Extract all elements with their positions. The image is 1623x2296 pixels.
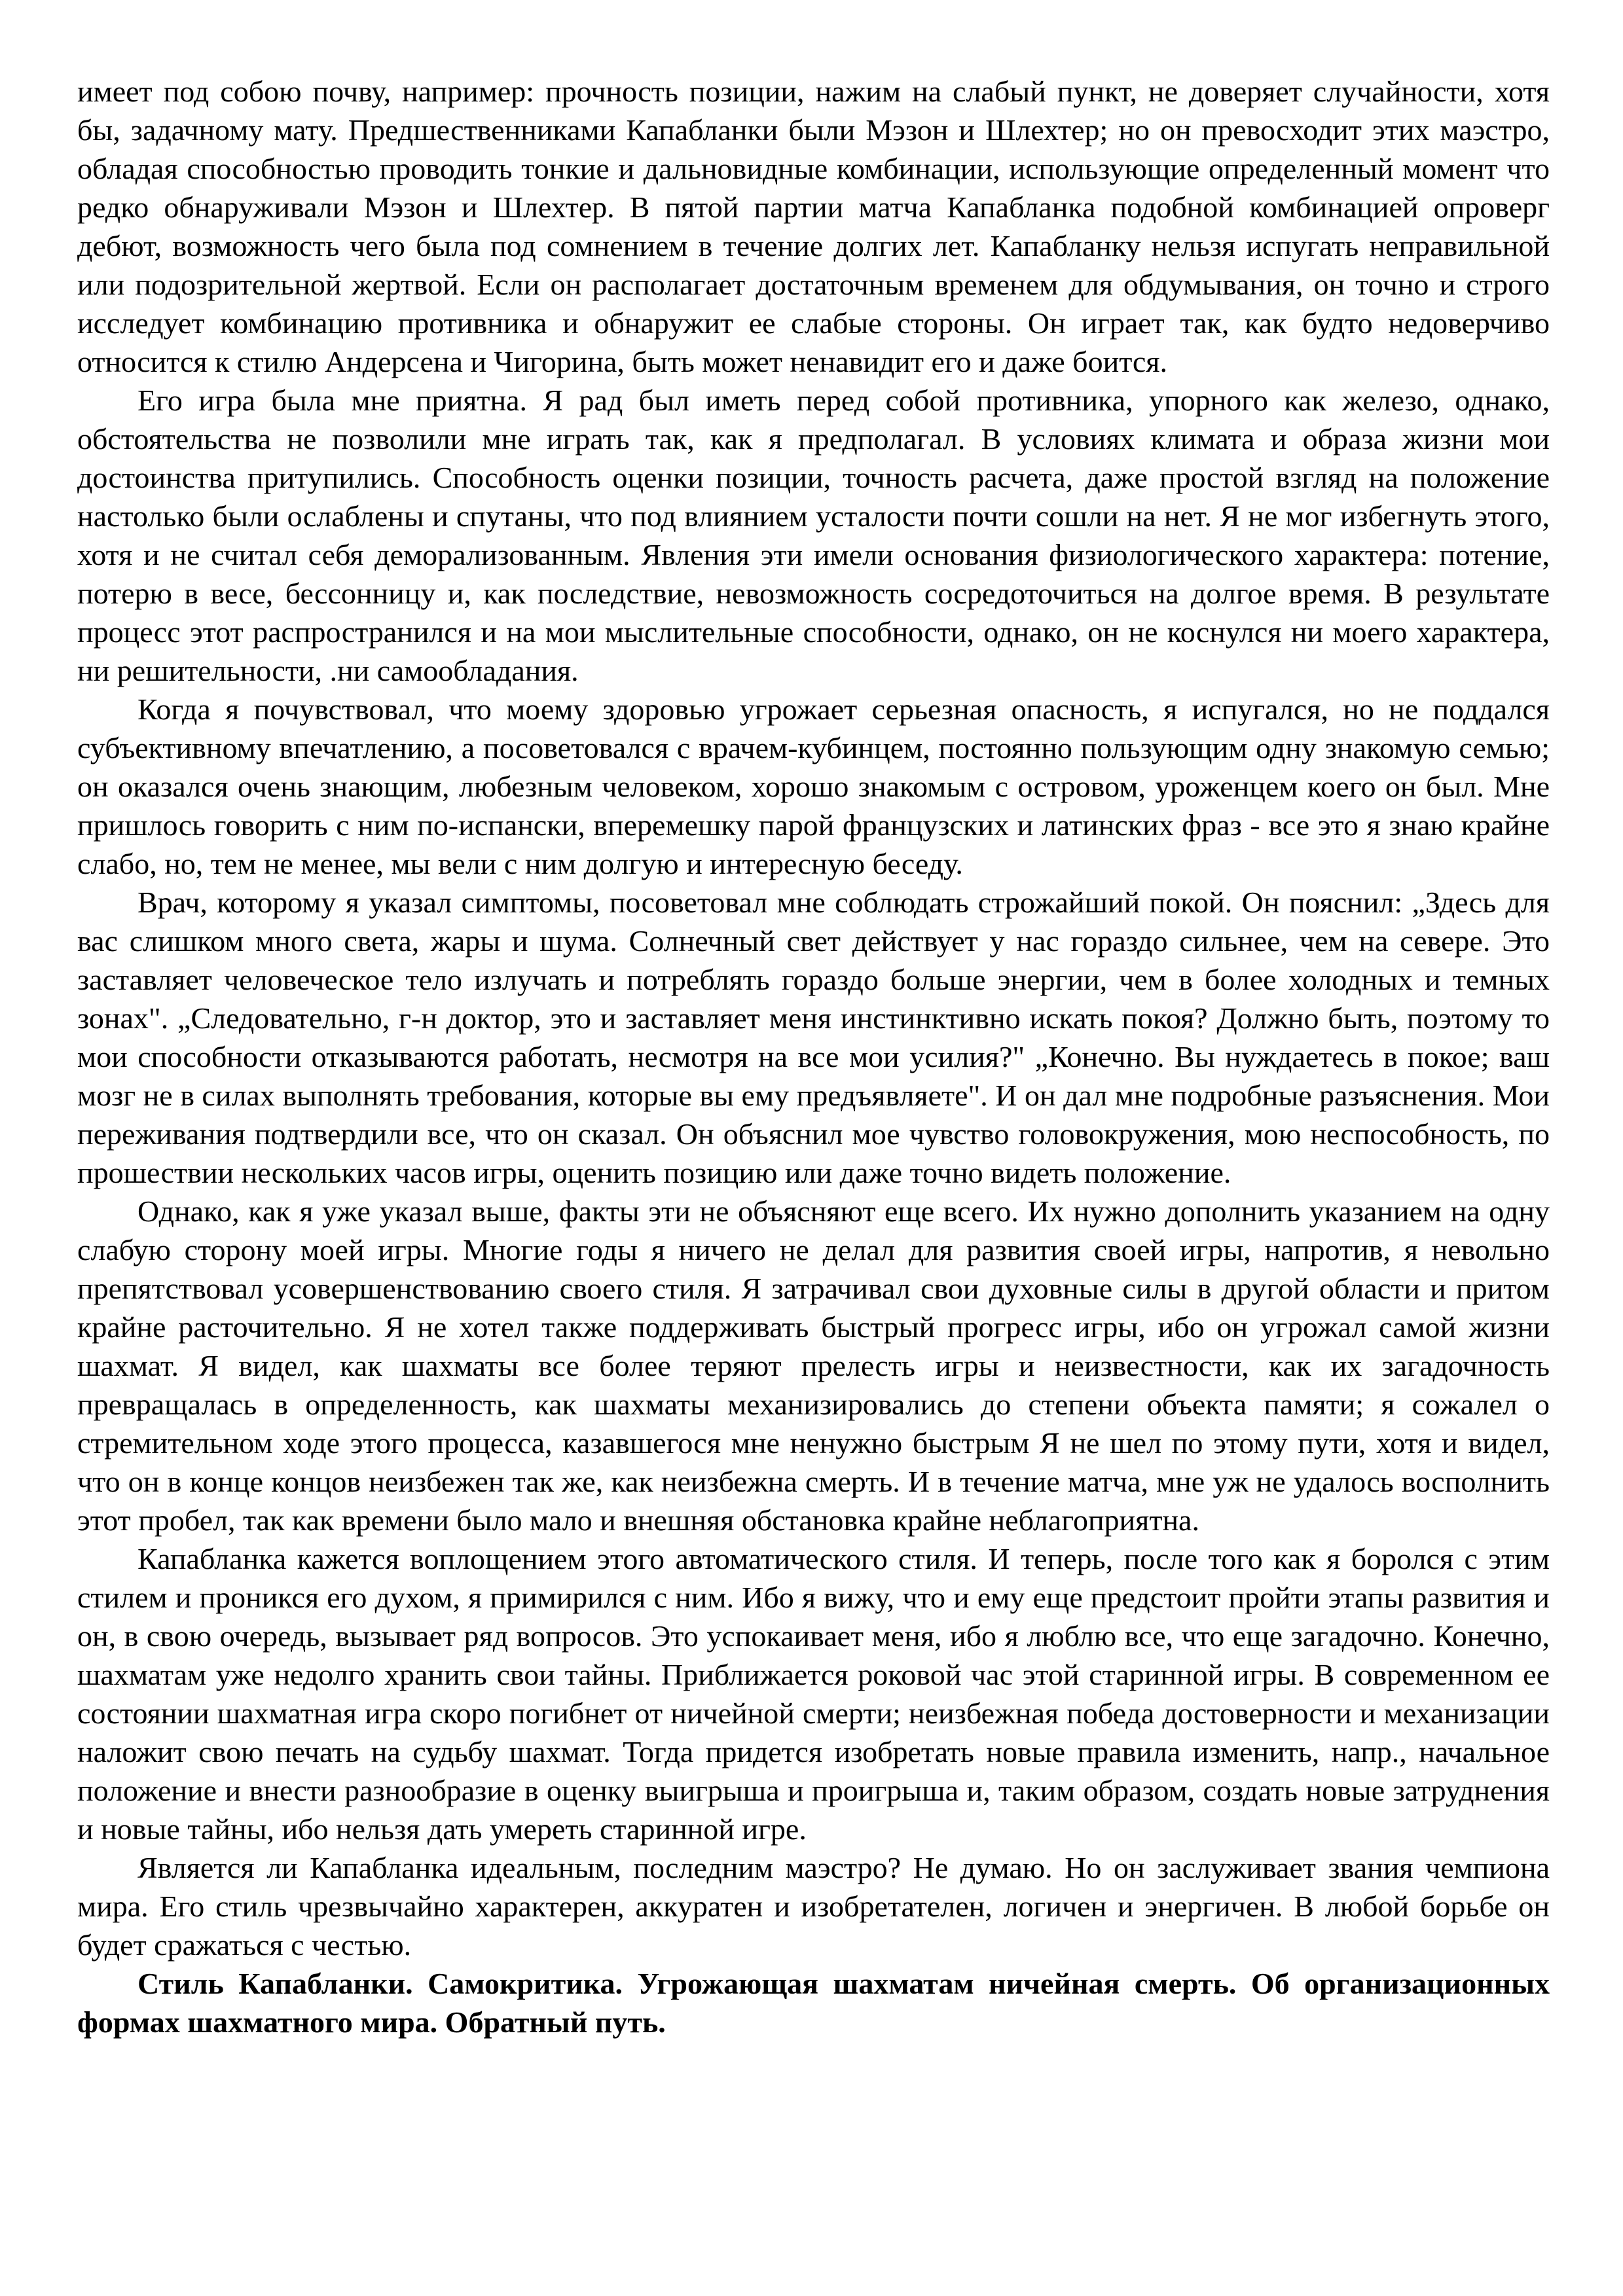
paragraph-ideal-maestro: Является ли Капабланка идеальным, последним маэстро? Не думаю. Но он заслуживает звания чемпиона мира. Его стиль чрезвычайно характерен, аккуратен и изобретателен, логичен и энергичен. В любой борьбе он будет сражаться с честью. [77,1851,1550,1962]
paragraph-automatic-style: Капабланка кажется воплощением этого автоматического стиля. И теперь, после того как я боролся с этим стилем и проникся его духом, я примирился с ним. Ибо я вижу, что и ему еще предстоит пройти этапы развития и он, в свою очередь, вызывает ряд вопросов. Это успокаивает меня, ибо я люблю все, что еще загадочно. Конечно, шахматам уже недолго хранить свои тайны. Приближается роковой час этой старинной игры. В современном ее состоянии шахматная игра скоро погибнет от ничейной смерти; неизбежная победа достоверности и механизации наложит свою печать на судьбу шахмат. Тогда придется изобретать новые правила изменить, напр., начальное положение и внести разнообразие в оценку выигрыша и проигрыша и, таким образом, создать новые затруднения и новые тайны, ибо нельзя дать умереть старинной игре. [77,1542,1550,1846]
paragraph-doctor-advice: Врач, которому я указал симптомы, посоветовал мне соблюдать строжайший покой. Он пояснил: „Здесь для вас слишком много света, жары и шума. Солнечный свет действует у нас гораздо сильнее, чем на севере. Это заставляет человеческое тело излучать и потреблять гораздо больше энергии, чем в более холодных и темных зонах". „Следовательно, г-н доктор, это и заставляет меня инстинктивно искать покоя? Должно быть, поэтому то мои способности отказываются работать, несмотря на все мои усилия?" „Конечно. Вы нуждаетесь в покое; ваш мозг не в силах выполнять требования, которые вы ему предъявляете". И он дал мне подробные разъяснения. Мои переживания подтвердили все, что он сказал. Он объяснил мое чувство головокружения, мою неспособность, по прошествии нескольких часов игры, оценить позицию или даже точно видеть положение. [77,886,1550,1189]
section-heading: Стиль Капабланки. Самокритика. Угрожающая шахматам ничейная смерть. Об организационных формах шахматного мира. Обратный путь. [77,1967,1550,2039]
paragraph-weakness: Однако, как я уже указал выше, факты эти не объясняют еще всего. Их нужно дополнить указанием на одну слабую сторону моей игры. Многие годы я ничего не делал для развития своей игры, напротив, я невольно препятствовал усовершенствованию своего стиля. Я затрачивал свои духовные силы в другой области и притом крайне расточительно. Я не хотел также поддерживать быстрый прогресс игры, ибо он угрожал самой жизни шахмат. Я видел, как шахматы все более теряют прелесть игры и неизвестности, как их загадочность превращалась в определенность, как шахматы механизировались до степени объекта памяти; я сожалел о стремительном ходе этого процесса, казавшегося мне ненужно быстрым Я не шел по этому пути, хотя и видел, что он в конце концов неизбежен так же, как неизбежна смерть. И в течение матча, мне уж не удалось восполнить этот пробел, так как времени было мало и внешняя обстановка крайне неблагоприятна. [77,1194,1550,1537]
paragraph-doctor-visit: Когда я почувствовал, что моему здоровью угрожает серьезная опасность, я испугался, но не поддался субъективному впечатлению, а посоветовался с врачем-кубинцем, постоянно пользующим одну знакомую семью; он оказался очень знающим, любезным человеком, хорошо знакомым с островом, уроженцем коего он был. Мне пришлось говорить с ним по-испански, вперемешку парой французских и латинских фраз - все это я знаю крайне слабо, но, тем не менее, мы вели с ним долгую и интересную беседу. [77,692,1550,880]
document-page [77,72,1550,2041]
paragraph-continuation: имеет под собою почву, например: прочность позиции, нажим на слабый пункт, не доверяет случайности, хотя бы, задачному мату. Предшественниками Капабланки были Мэзон и Шлехтер; но он превосходит этих маэстро, обладая способностью проводить тонкие и дальновидные комбинации, использующие определенный момент что редко обнаруживали Мэзон и Шлехтер. В пятой партии матча Капабланка подобной комбинацией опроверг дебют, возможность чего была под сомнением в течение долгих лет. Капабланку нельзя испугать неправильной или подозрительной жертвой. Если он располагает достаточным временем для обдумывания, он точно и строго исследует комбинацию противника и обнаружит ее слабые стороны. Он играет так, как будто недоверчиво относится к стилю Андерсена и Чигорина, быть может ненавидит его и даже боится. [77,75,1550,378]
paragraph-opponent-impression: Его игра была мне приятна. Я рад был иметь перед собой противника, упорного как железо, однако, обстоятельства не позволили мне играть так, как я предполагал. В условиях климата и образа жизни мои достоинства притупились. Способность оценки позиции, точность расчета, даже простой взгляд на положение настолько были ослаблены и спутаны, что под влиянием усталости почти сошли на нет. Я не мог избегнуть этого, хотя и не считал себя деморализованным. Явления эти имели основания физиологического характера: потение, потерю в весе, бессонницу и, как последствие, невозможность сосредоточиться на долгое время. В результате процесс этот распространился и на мои мыслительные способности, однако, он не коснулся ни моего характера, ни решительности, .ни самообладания. [77,384,1550,687]
